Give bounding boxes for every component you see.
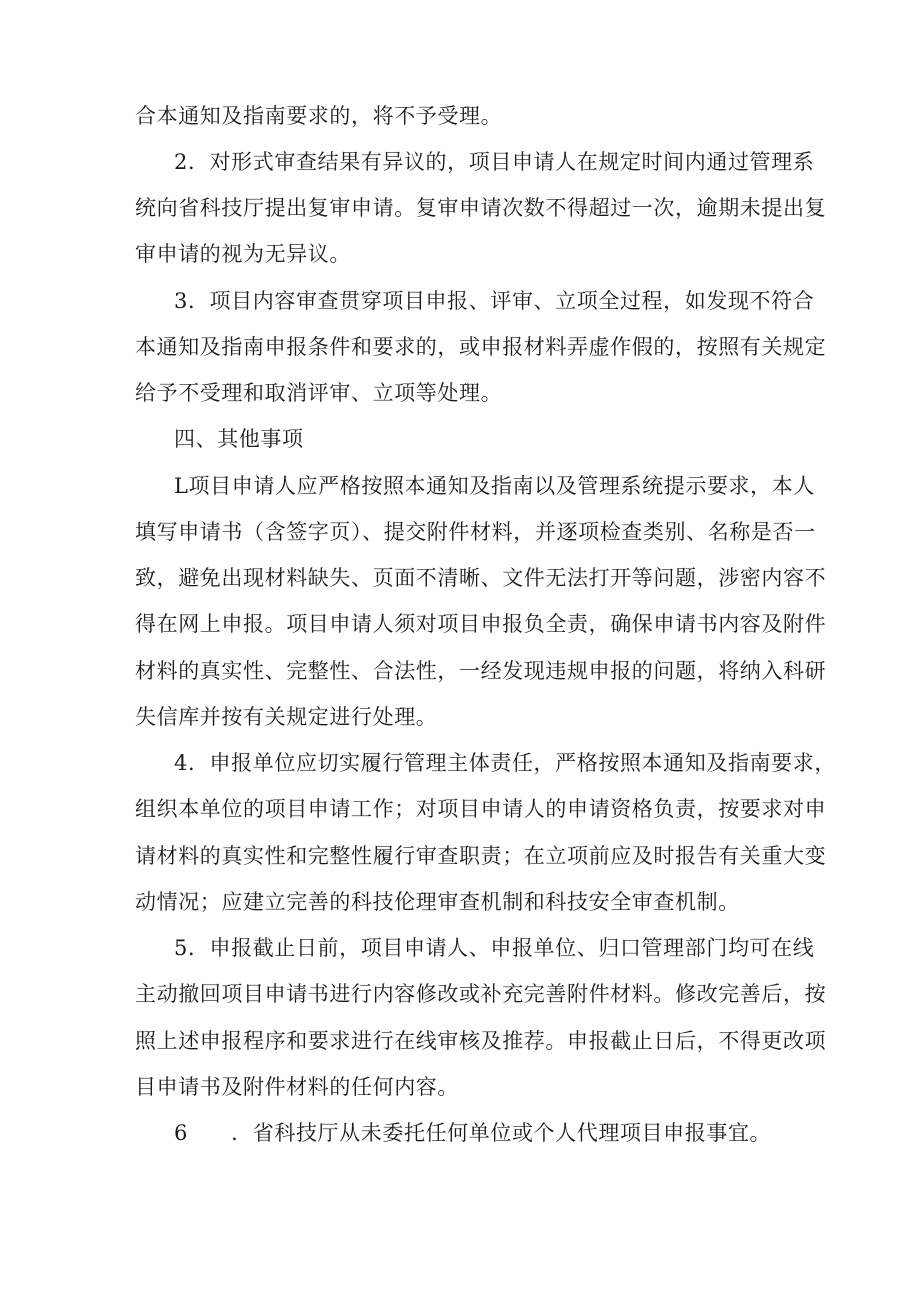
paragraph-section-item-4-line-1: 4．申报单位应切实履行管理主体责任，严格按照本通知及指南要求， [174, 751, 836, 775]
paragraph-section-item-5-line-3: 照上述申报程序和要求进行在线审核及推荐。申报截止日后，不得更改项 [135, 1029, 827, 1053]
paragraph-item-3-line-1: 3．项目内容审查贯穿项目申报、评审、立项全过程，如发现不符合 [174, 289, 815, 313]
paragraph-item-2-line-2: 统向省科技厅提出复审申请。复审申请次数不得超过一次，逾期未提出复 [135, 196, 827, 220]
paragraph-continuation-line: 合本通知及指南要求的，将不予受理。 [135, 104, 503, 128]
paragraph-section-item-1-line-5: 材料的真实性、完整性、合法性，一经发现违规申报的问题，将纳入科研 [135, 659, 827, 683]
paragraph-item-2-line-3: 审申请的视为无异议。 [135, 242, 351, 266]
paragraph-section-item-1-line-3: 致，避免出现材料缺失、页面不清晰、文件无法打开等问题，涉密内容不 [135, 566, 827, 590]
paragraph-section-item-5-line-1: 5．申报截止日前，项目申请人、申报单位、归口管理部门均可在线 [174, 936, 815, 960]
paragraph-item-3-line-2: 本通知及指南申报条件和要求的，或申报材料弄虚作假的，按照有关规定 [135, 335, 827, 359]
paragraph-section-item-1-line-1: L项目申请人应严格按照本通知及指南以及管理系统提示要求，本人 [174, 474, 815, 498]
paragraph-section-item-5-line-2: 主动撤回项目申请书进行内容修改或补充完善附件材料。修改完善后，按 [135, 982, 827, 1006]
paragraph-item-2-line-1: 2．对形式审查结果有异议的，项目申请人在规定时间内通过管理系 [174, 150, 815, 174]
paragraph-section-item-6-line-1: 6 ．省科技厅从未委托任何单位或个人代理项目申报事宜。 [174, 1121, 772, 1145]
paragraph-section-item-1-line-2: 填写申请书（含签字页）、提交附件材料，并逐项检查类别、名称是否一 [135, 520, 816, 544]
paragraph-section-item-4-line-3: 请材料的真实性和完整性履行审查职责；在立项前应及时报告有关重大变 [135, 844, 827, 868]
paragraph-section-item-4-line-4: 动情况；应建立完善的科技伦理审查机制和科技安全审查机制。 [135, 890, 740, 914]
paragraph-section-item-5-line-4: 目申请书及附件材料的任何内容。 [135, 1075, 459, 1099]
paragraph-section-item-1-line-6: 失信库并按有关规定进行处理。 [135, 705, 438, 729]
paragraph-section-item-1-line-4: 得在网上申报。项目申请人须对项目申报负全责，确保申请书内容及附件 [135, 612, 827, 636]
paragraph-section-item-4-line-2: 组织本单位的项目申请工作；对项目申请人的申请资格负责，按要求对申 [135, 797, 827, 821]
section-heading-other-matters: 四、其他事项 [174, 427, 304, 451]
paragraph-item-3-line-3: 给予不受理和取消评审、立项等处理。 [135, 381, 503, 405]
